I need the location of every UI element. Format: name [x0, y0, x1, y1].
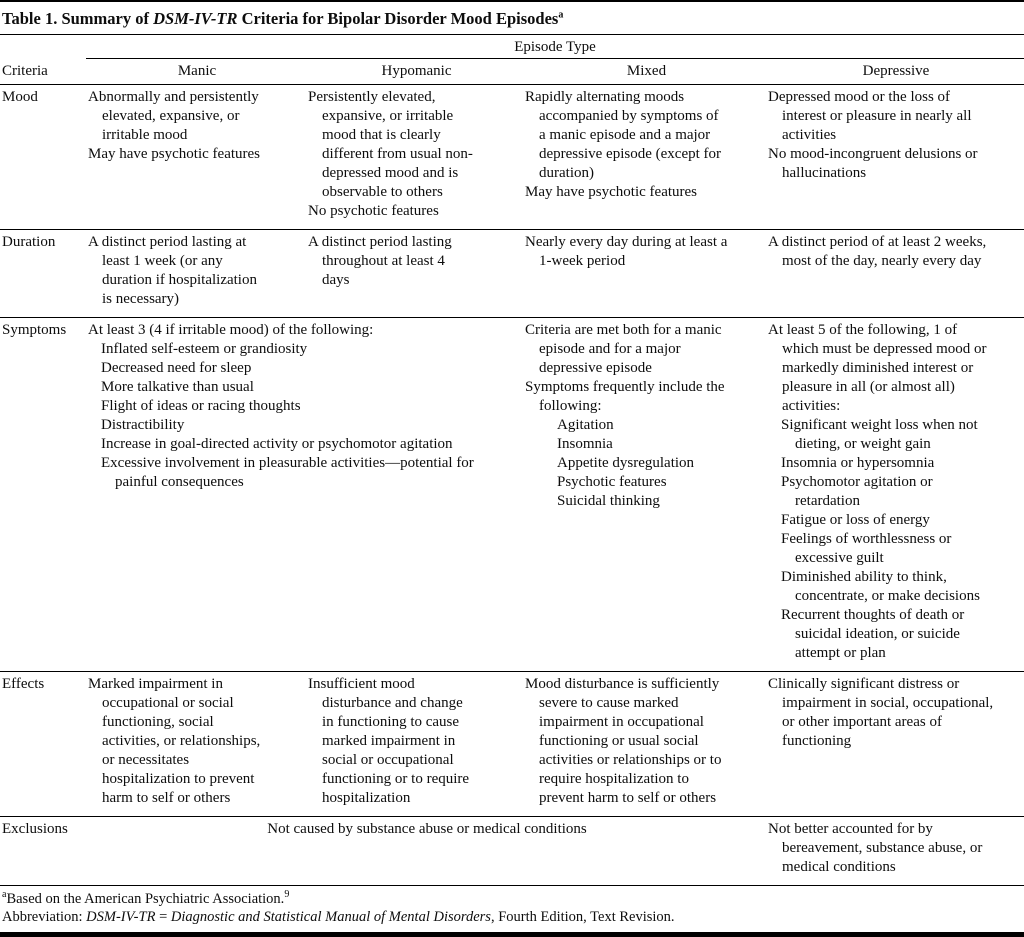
cell-text: Insufficient mood disturbance and change in functioning to cause marked impairment in social or occupational functioning or to require hospitalization [308, 676, 470, 806]
table-title-manual-name: DSM-IV-TR [153, 9, 238, 28]
cell-text: Symptoms frequently include the following: [525, 379, 725, 414]
abbreviation-equals: = [155, 909, 171, 925]
list-item: Feelings of worthlessness or excessive guilt [781, 531, 952, 566]
list-item: Agitation [557, 417, 614, 433]
footnote-a [2, 890, 1022, 908]
cell-text: A distinct period lasting throughout at least 4 days [308, 234, 452, 288]
column-header-mixed: Mixed [626, 63, 667, 79]
list-item: Insomnia or hypersomnia [781, 455, 935, 471]
abbreviation-suffix: , Fourth Edition, Text Revision. [490, 909, 675, 925]
abbreviation-term: DSM-IV-TR [86, 909, 156, 925]
list-item: Inflated self-esteem or grandiosity [101, 341, 308, 357]
list-item: Distractibility [101, 417, 185, 433]
cell-text: Depressed mood or the loss of interest or pleasure in nearly all activities [768, 89, 972, 143]
cell-text: Clinically significant distress or impairment in social, occupational, or other important areas of functioning [768, 676, 994, 749]
cell-text: Marked impairment in occupational or social functioning, social activities, or relationships, or necessitates hospitalization to prevent harm to self or others [88, 676, 261, 806]
cell-duration-manic [86, 233, 308, 309]
cell-duration-hypomanic [308, 233, 525, 309]
footnote-abbreviation [2, 908, 1022, 926]
table-row-duration [0, 230, 1024, 318]
table-row-exclusions [0, 817, 1024, 886]
cell-text: A distinct period of at least 2 weeks, most of the day, nearly every day [768, 234, 987, 269]
cell-text: Not better accounted for by bereavement, substance abuse, or medical conditions [768, 821, 983, 875]
list-item: Flight of ideas or racing thoughts [101, 398, 301, 414]
column-header-criteria: Criteria [2, 63, 48, 79]
list-item: Excessive involvement in pleasurable activities—potential for painful consequences [101, 455, 474, 490]
row-label-exclusions: Exclusions [2, 821, 68, 837]
list-item: Insomnia [557, 436, 613, 452]
cell-effects-hypomanic [308, 675, 525, 808]
cell-effects-mixed [525, 675, 768, 808]
cell-text: Criteria are met both for a manic episode and for a major depressive episode [525, 322, 722, 376]
list-item: Appetite dysregulation [557, 455, 695, 471]
list-item: Recurrent thoughts of death or suicidal ideation, or suicide attempt or plan [781, 607, 965, 661]
footnote-a-marker: a [2, 889, 7, 901]
cell-text: Rapidly alternating moods accompanied by symptoms of a manic episode and a major depressive episode (except for duration) [525, 89, 722, 181]
cell-text: Nearly every day during at least a 1-week period [525, 234, 728, 269]
cell-duration-mixed [525, 233, 768, 309]
table-row-effects [0, 672, 1024, 817]
list-item: Significant weight loss when not dieting, or weight gain [781, 417, 978, 452]
cell-duration-depressive [768, 233, 1024, 309]
list-item: Fatigue or loss of energy [781, 512, 930, 528]
cell-text: A distinct period lasting at least 1 week (or any duration if hospitalization is necessary) [88, 234, 257, 307]
cell-exclusions-depressive [768, 820, 1024, 877]
cell-symptoms-mixed [525, 321, 768, 663]
cell-effects-manic [86, 675, 308, 808]
table-title [0, 2, 1024, 35]
cell-text: Persistently elevated, expansive, or irritable mood that is clearly different from usual non-depressed mood and is observable to others [308, 89, 473, 200]
column-header-hypomanic: Hypomanic [381, 63, 452, 79]
cell-text: At least 5 of the following, 1 of which must be depressed mood or markedly diminished interest or pleasure in all (or almost all) activities: [768, 322, 987, 414]
cell-text: Abnormally and persistently elevated, expansive, or irritable mood [88, 89, 259, 143]
cell-text: May have psychotic features [88, 146, 261, 162]
list-item: More talkative than usual [101, 379, 254, 395]
column-header-manic: Manic [177, 63, 217, 79]
table-title-suffix: Criteria for Bipolar Disorder Mood Episodes [237, 9, 559, 28]
row-label-symptoms: Symptoms [2, 322, 67, 338]
episode-type-header: Episode Type [86, 35, 1024, 59]
list-item: Decreased need for sleep [101, 360, 252, 376]
table-row-mood [0, 85, 1024, 230]
list-item: Increase in goal-directed activity or psychomotor agitation [101, 436, 453, 452]
row-label-duration: Duration [2, 234, 56, 250]
row-label-mood: Mood [2, 89, 38, 105]
table-title-footnote-marker: a [558, 9, 564, 21]
column-header-row [0, 59, 1024, 85]
footnote-a-text: Based on the American Psychiatric Association. [6, 891, 285, 907]
cell-mood-depressive [768, 88, 1024, 221]
cell-effects-depressive [768, 675, 1024, 808]
abbreviation-prefix: Abbreviation: [2, 909, 87, 925]
cell-text: Mood disturbance is sufficiently severe to cause marked impairment in occupational functioning or usual social activities or relationships or to require hospitalization to prevent harm to self or others [525, 676, 722, 806]
abbreviation-definition: Diagnostic and Statistical Manual of Mental Disorders [170, 909, 491, 925]
list-item: Suicidal thinking [557, 493, 660, 509]
cell-mood-mixed [525, 88, 768, 221]
cell-text: No mood-incongruent delusions or hallucinations [768, 146, 978, 181]
table-title-prefix: Table 1. Summary of [2, 9, 154, 28]
cell-text: May have psychotic features [525, 184, 698, 200]
column-header-depressive: Depressive [862, 63, 930, 79]
footnote-a-reference: 9 [284, 889, 290, 901]
list-item: Psychotic features [557, 474, 667, 490]
cell-mood-manic [86, 88, 308, 221]
list-item: Diminished ability to think, concentrate, or make decisions [781, 569, 980, 604]
cell-text: No psychotic features [308, 203, 439, 219]
table-row-symptoms [0, 318, 1024, 672]
cell-exclusions-manic-hypomanic-mixed: Not caused by substance abuse or medical conditions [267, 821, 587, 837]
episode-type-row [0, 35, 1024, 59]
cell-text: At least 3 (4 if irritable mood) of the following: [88, 322, 374, 338]
cell-symptoms-depressive [768, 321, 1024, 663]
cell-symptoms-manic-hypomanic [86, 321, 525, 663]
table-footnotes [0, 886, 1024, 937]
cell-mood-hypomanic [308, 88, 525, 221]
row-label-effects: Effects [2, 676, 45, 692]
list-item: Psychomotor agitation or retardation [781, 474, 933, 509]
episode-type-spacer [0, 35, 86, 59]
